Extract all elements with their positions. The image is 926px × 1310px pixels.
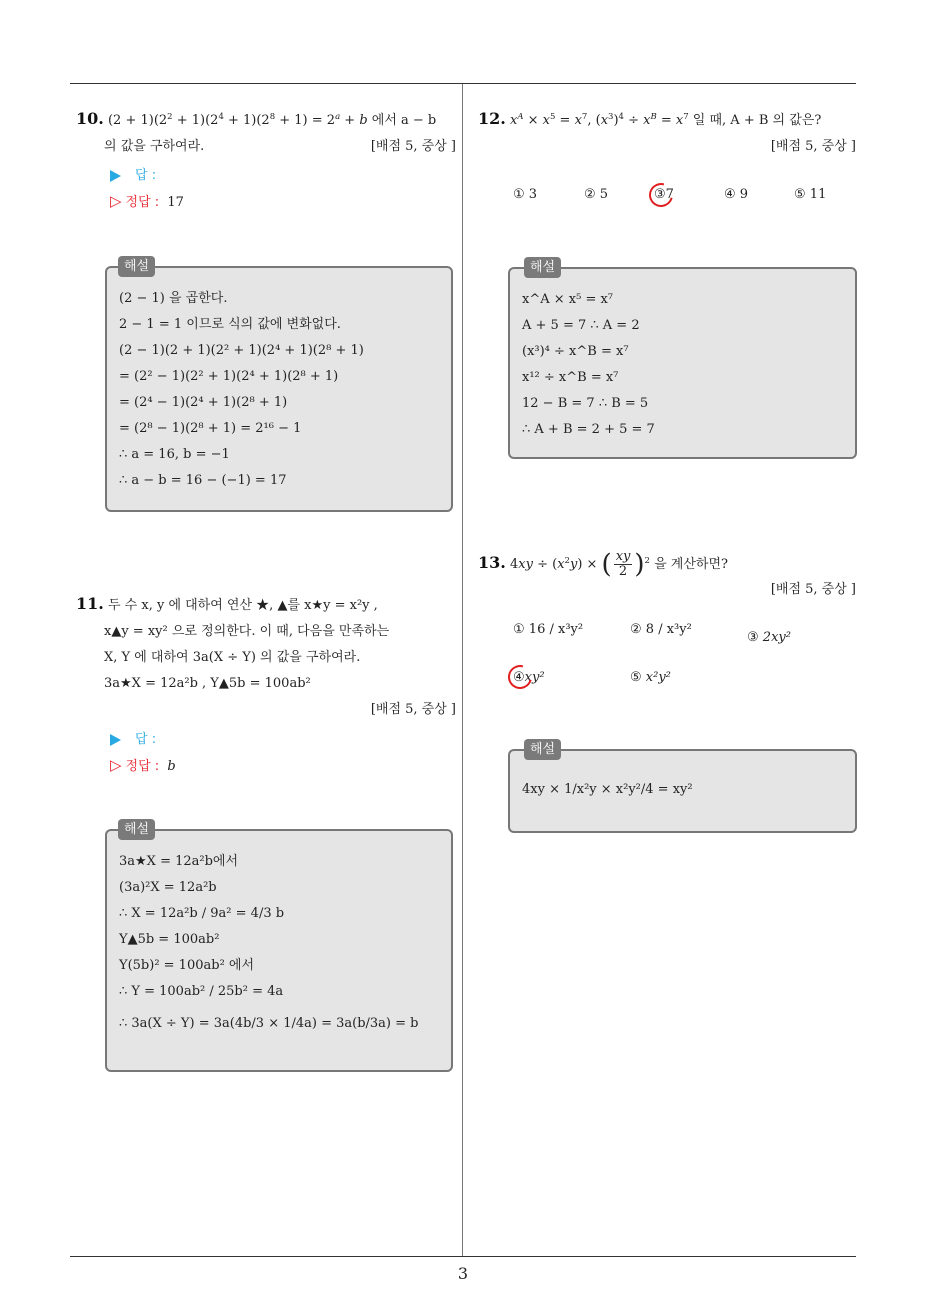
outline-triangle-icon: ▷ xyxy=(110,192,122,210)
solution-box-13 xyxy=(508,749,857,833)
solution-line: 4xy × 1/x²y × x²y²/4 = xy² xyxy=(522,782,693,797)
choice-mark: ③ xyxy=(654,187,666,202)
solution-line: ∴ Y = 100ab² / 25b² = 4a xyxy=(119,984,284,999)
solution-tag: 해설 xyxy=(118,256,155,277)
answer-label: 답 : xyxy=(135,168,157,183)
choice-mark: ⑤ xyxy=(794,187,806,202)
solution-line: = (2⁸ − 1)(2⁸ + 1) = 2¹⁶ − 1 xyxy=(119,421,302,436)
solution-line: (3a)²X = 12a²b xyxy=(119,880,217,895)
choice-5[interactable] xyxy=(794,187,826,202)
choice-value: x²y² xyxy=(645,670,671,685)
choice-value: 2xy² xyxy=(762,630,791,645)
filled-triangle-icon xyxy=(110,734,121,746)
solution-line: = (2⁴ − 1)(2⁴ + 1)(2⁸ + 1) xyxy=(119,395,288,410)
solution-line: 3a★X = 12a²b에서 xyxy=(119,854,239,869)
choice-2[interactable] xyxy=(630,622,692,637)
solution-line: ∴ a = 16, b = −1 xyxy=(119,447,230,462)
question-number: 10. xyxy=(76,109,104,128)
question-13 xyxy=(478,543,856,603)
solution-line: (2 − 1)(2 + 1)(2² + 1)(2⁴ + 1)(2⁸ + 1) xyxy=(119,343,364,358)
correct-answer-value: b xyxy=(167,759,176,774)
solution-line: ∴ X = 12a²b / 9a² = 4/3 b xyxy=(119,906,285,921)
solution-line: 12 − B = 7 ∴ B = 5 xyxy=(522,396,649,411)
correct-answer-row xyxy=(110,755,176,774)
answer-row xyxy=(110,728,156,747)
answer-row xyxy=(110,164,156,183)
difficulty-meta: [배점 5, 중상 ] xyxy=(770,582,856,597)
choice-2[interactable] xyxy=(584,187,608,202)
solution-box-12 xyxy=(508,267,857,459)
solution-tag: 해설 xyxy=(524,739,561,760)
correct-label: 정답 : xyxy=(125,195,160,210)
choice-value: xy² xyxy=(524,670,545,685)
choice-1[interactable] xyxy=(513,622,583,637)
solution-line: (x³)⁴ ÷ x^B = x⁷ xyxy=(522,344,629,359)
choice-mark: ② xyxy=(630,622,642,637)
solution-line: Y(5b)² = 100ab² 에서 xyxy=(119,958,255,973)
choice-1[interactable] xyxy=(513,187,537,202)
correct-answer-row xyxy=(110,191,184,210)
choice-3[interactable] xyxy=(747,630,791,645)
choice-value: 16 / x³y² xyxy=(528,622,584,637)
choice-value: 9 xyxy=(739,187,749,202)
solution-line: ∴ 3a(X ÷ Y) = 3a(4b/3 × 1/4a) = 3a(b/3a) = b xyxy=(119,1016,419,1031)
question-text-line1: 두 수 x, y 에 대하여 연산 ★, ▲를 x★y = x²y , xyxy=(107,598,378,613)
question-expression: $(2 + 1)(2^2 + 1)(2^4 + 1)(2^8 + 1) = 2^a + b$ xyxy=(107,112,368,128)
question-text-line1: 에서 a − b xyxy=(367,113,437,128)
question-text-line2: x▲y = xy² 으로 정의한다. 이 때, 다음을 만족하는 xyxy=(104,624,390,639)
solution-line: 2 − 1 = 1 이므로 식의 값에 변화없다. xyxy=(119,317,341,332)
question-text-line3: X, Y 에 대하여 3a(X ÷ Y) 의 값을 구하여라. xyxy=(104,650,361,665)
solution-line: x^A × x⁵ = x⁷ xyxy=(522,292,614,307)
choice-mark: ① xyxy=(513,622,525,637)
correct-label: 정답 : xyxy=(125,759,160,774)
filled-triangle-icon xyxy=(110,170,121,182)
question-number: 12. xyxy=(478,109,506,128)
solution-line: x¹² ÷ x^B = x⁷ xyxy=(522,370,619,385)
choice-mark: ① xyxy=(513,187,525,202)
answer-circle-icon xyxy=(504,661,537,694)
outline-triangle-icon: ▷ xyxy=(110,756,122,774)
answer-circle-icon xyxy=(645,179,678,212)
solution-tag: 해설 xyxy=(118,819,155,840)
choice-value: 7 xyxy=(665,187,674,202)
choice-mark: ⑤ xyxy=(630,670,642,685)
choice-value: 3 xyxy=(528,187,538,202)
choice-value: 5 xyxy=(599,187,609,202)
solution-line: (2 − 1) 을 곱한다. xyxy=(119,291,228,306)
question-number: 11. xyxy=(76,594,104,613)
solution-line: ∴ A + B = 2 + 5 = 7 xyxy=(522,422,655,437)
correct-answer-value: 17 xyxy=(167,195,184,210)
difficulty-meta: [배점 5, 중상 ] xyxy=(370,139,456,154)
question-11 xyxy=(76,591,456,723)
choice-mark: ③ xyxy=(747,630,759,645)
question-number: 13. xyxy=(478,553,506,572)
choice-mark: ④ xyxy=(513,670,525,685)
solution-line: ∴ a − b = 16 − (−1) = 17 xyxy=(119,473,287,488)
column-divider xyxy=(462,84,463,1256)
page-number: 3 xyxy=(457,1264,469,1283)
choice-4[interactable] xyxy=(724,187,748,202)
question-12 xyxy=(478,106,856,160)
choice-mark: ② xyxy=(584,187,596,202)
choice-value: 11 xyxy=(809,187,827,202)
question-text-line2: 의 값을 구하여라. xyxy=(104,139,205,154)
answer-label: 답 : xyxy=(135,732,157,747)
question-expression: $4xy \div (x^2y)$ × ( $\frac{xy}{2}$ )$^2$ xyxy=(509,549,650,580)
choice-5[interactable] xyxy=(630,670,671,685)
question-condition: 3a★X = 12a²b , Y▲5b = 100ab² xyxy=(104,676,311,691)
question-10 xyxy=(76,106,456,160)
solution-line: A + 5 = 7 ∴ A = 2 xyxy=(522,318,640,333)
difficulty-meta: [배점 5, 중상 ] xyxy=(370,702,456,717)
difficulty-meta: [배점 5, 중상 ] xyxy=(770,139,856,154)
top-rule xyxy=(70,83,856,84)
solution-line: = (2² − 1)(2² + 1)(2⁴ + 1)(2⁸ + 1) xyxy=(119,369,339,384)
question-text: 일 때, A + B 의 값은? xyxy=(688,113,822,128)
choice-mark: ④ xyxy=(724,187,736,202)
bottom-rule xyxy=(70,1256,856,1257)
solution-line: Y▲5b = 100ab² xyxy=(119,932,220,947)
solution-box-11 xyxy=(105,829,453,1072)
solution-tag: 해설 xyxy=(524,257,561,278)
solution-box-10 xyxy=(105,266,453,512)
question-expression: $x^A \times x^5 = x^7$, $(x^3)^4 \div x^B = x^7$ xyxy=(509,112,689,128)
question-text: 을 계산하면? xyxy=(649,557,728,572)
choice-value: 8 / x³y² xyxy=(645,622,692,637)
